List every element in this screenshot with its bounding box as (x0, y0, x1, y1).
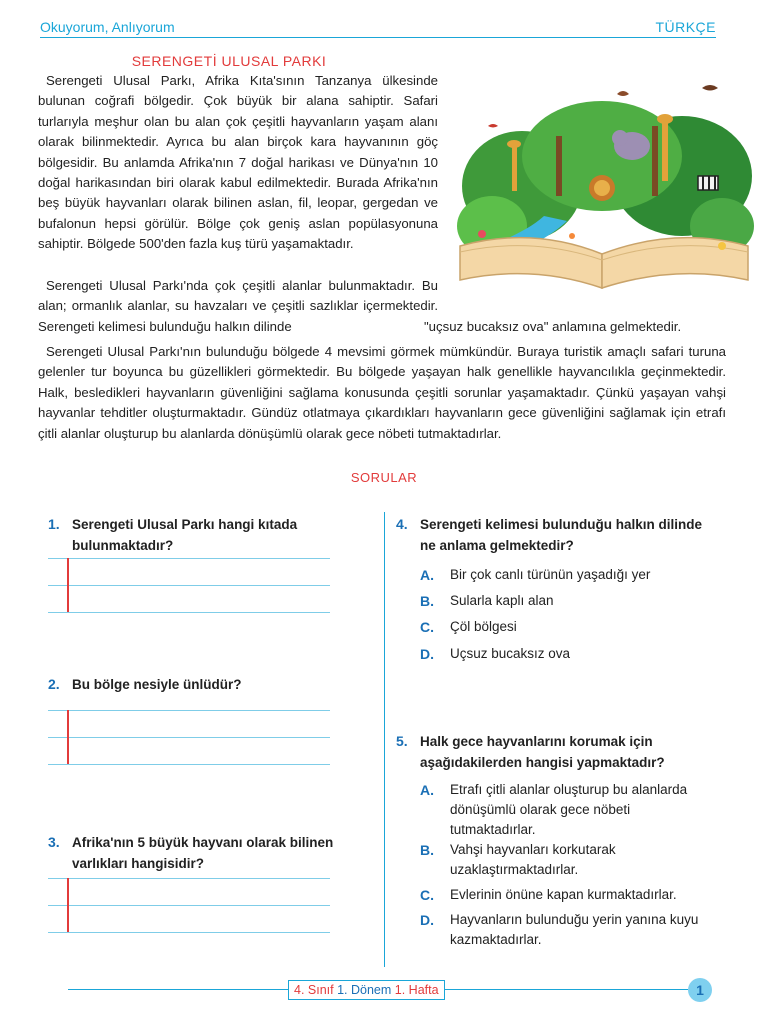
option-text: Bir çok canlı türünün yaşadığı yer (450, 567, 651, 582)
question-text: Afrika'nın 5 büyük hayvanı olarak bilinen varlıkları hangisidir? (72, 835, 334, 871)
jungle-book-illustration (452, 76, 756, 290)
footer-term: 1. Dönem (337, 983, 392, 997)
option-letter: C. (420, 887, 434, 903)
header-subject: TÜRKÇE (655, 19, 716, 35)
passage-paragraph-1: Serengeti Ulusal Parkı, Afrika Kıta'sının Tanzanya ülkesinde bulunan coğrafi bölgedir. Çok büyük bir alana sahiptir. Safari turlarıyla meşhur olan bu alan çok çeşitli hayvanların yaşam alanı olarak bilinmektedir. Ayrıca bu alan birçok kara hayvanının göç bölgesidir. Bu anlamda Afrika'nın 7 doğal harikası ve Dünya'nın 10 doğal harikasından biri olarak kabul edilmektedir. Burada Afrika'nın beş büyük hayvanları olarak bilinen aslan, fil, leopar, gergedan ve bufalonun hepsi görülür. Bölge çok geniş aslan popülasyonuna sahiptir. Bölgede 500'den fazla kuş türü yaşamaktadır. (38, 73, 438, 252)
option-text: Sularla kaplı alan (450, 593, 554, 608)
option-letter: B. (420, 593, 434, 609)
questions-heading: SORULAR (350, 470, 418, 485)
question-text: Halk gece hayvanlarını korumak için aşağıdakilerden hangisi yapmaktadır? (420, 734, 665, 770)
option-letter: D. (420, 912, 434, 928)
option-text: Uçsuz bucaksız ova (450, 646, 571, 661)
footer-grade: 4. Sınıf (294, 983, 334, 997)
page-number: 1 (688, 978, 712, 1002)
question-number: 5. (396, 733, 408, 749)
option-text: Etrafı çitli alanlar oluşturup bu alanlarda dönüşümlü olarak gece nöbeti tutmaktadırlar. (450, 782, 688, 837)
column-divider (384, 512, 385, 967)
option-letter: C. (420, 619, 434, 635)
header-subject-series: Okuyorum, Anlıyorum (40, 19, 175, 35)
footer-label (288, 980, 445, 1000)
question-text: Serengeti Ulusal Parkı hangi kıtada bulunmaktadır? (72, 517, 298, 553)
footer-week: 1. Hafta (394, 983, 439, 997)
option-letter: A. (420, 567, 434, 583)
question-text: Bu bölge nesiyle ünlüdür? (72, 677, 242, 692)
header-divider (40, 37, 716, 38)
question-number: 3. (48, 834, 60, 850)
question-number: 2. (48, 676, 60, 692)
option-text: Hayvanların bulunduğu yerin yanına kuyu kazmaktadırlar. (450, 912, 699, 947)
option-letter: D. (420, 646, 434, 662)
option-text: Çöl bölgesi (450, 619, 517, 634)
question-number: 4. (396, 516, 408, 532)
option-text: Evlerinin önüne kapan kurmaktadırlar. (450, 887, 677, 902)
passage-title: SERENGETİ ULUSAL PARKI (131, 53, 327, 69)
option-letter: A. (420, 782, 434, 798)
option-letter: B. (420, 842, 434, 858)
passage-paragraph-2: Serengeti Ulusal Parkı'nda çok çeşitli alanlar bulunmaktadır. Bu alan; ormanlık alanlar, su havzaları ve çeşitli sazlıklar içermektedir. Serengeti kelimesi bulunduğu halkın dilinde (38, 278, 438, 334)
answer-lines-1[interactable] (48, 558, 330, 614)
answer-lines-2[interactable] (48, 710, 330, 766)
answer-lines-3[interactable] (48, 878, 330, 934)
passage-paragraph-3: Serengeti Ulusal Parkı'nın bulunduğu bölgede 4 mevsimi görmek mümkündür. Buraya turistik amaçlı safari turuna gelenler tur boyunca bu güzellikleri görmektedir. Bu bölgede yaşayan halk genellikle hayvancılıkla geçinmektedir. Halk, besledikleri hayvanların güvenliğini sağlama konusunda çeşitli sorunlar yaşamaktadır. Çünkü yaşayan vahşi hayvanlar tehditler oluşturmaktadır. Gündüz otlatmaya çıkardıkları hayvanların gece güvenliğini sağlamak için etrafı çitli alanlar oluşturup bu alanlarda dönüşümlü olarak gece nöbeti tutmaktadırlar. (38, 344, 726, 441)
question-number: 1. (48, 516, 60, 532)
question-text: Serengeti kelimesi bulunduğu halkın dilinde ne anlama gelmektedir? (420, 517, 703, 553)
option-text: Vahşi hayvanları korkutarak uzaklaştırmaktadırlar. (450, 842, 616, 877)
passage-paragraph-2-tail: "uçsuz bucaksız ova" anlamına gelmektedir. (424, 319, 682, 334)
